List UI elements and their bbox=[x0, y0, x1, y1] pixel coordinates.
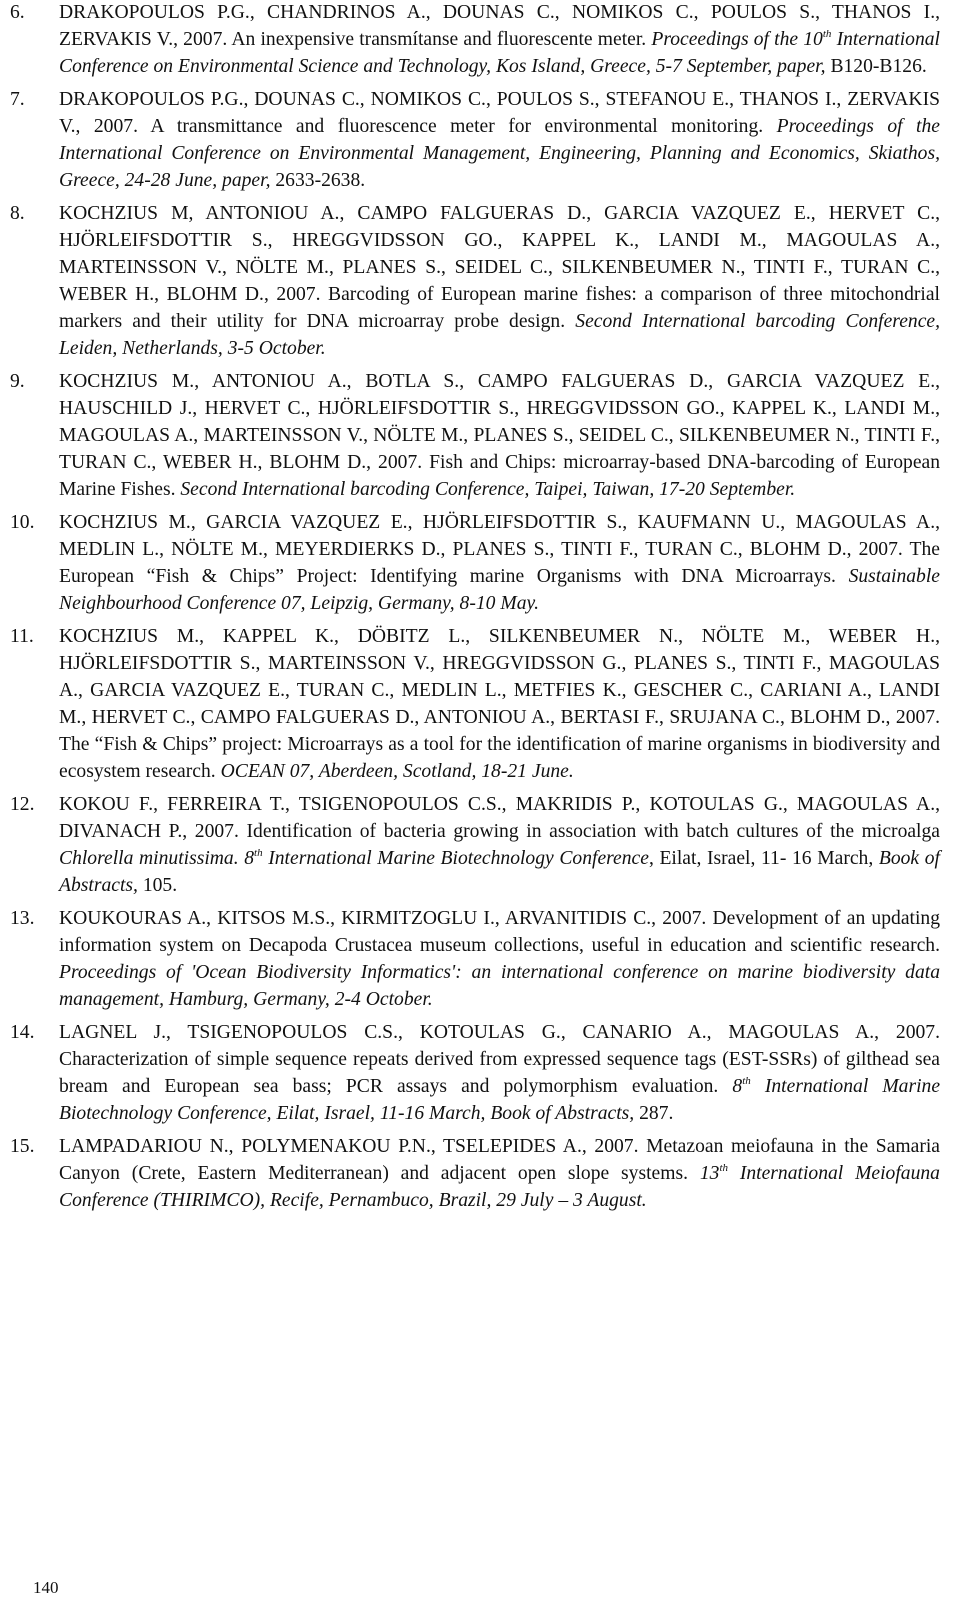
reference-authors: LAMPADARIOU N., POLYMENAKOU P.N., TSELEPIDES A., 2007. bbox=[59, 1136, 639, 1157]
reference-pages: 2633-2638. bbox=[275, 170, 366, 191]
reference-list bbox=[10, 0, 940, 1214]
reference-source: Sustainable Neighbourhood Conference 07, Leipzig, Germany, 8-10 May. bbox=[59, 566, 940, 614]
reference-title: Fish and Chips: microarray-based DNA-barcoding of European Marine Fishes. bbox=[59, 452, 941, 500]
reference-item-6 bbox=[10, 0, 940, 80]
reference-number: 6. bbox=[10, 2, 25, 23]
reference-title: Characterization of simple sequence repeats derived from expressed sequence tags (EST-SSRs) of gilthead sea bream and European sea bass; PCR assays and polymorphism evaluation. bbox=[59, 1049, 940, 1097]
reference-number: 10. bbox=[10, 512, 35, 533]
reference-item-14 bbox=[10, 1019, 940, 1127]
reference-species: Chlorella minutissima. bbox=[59, 848, 239, 869]
reference-number: 7. bbox=[10, 89, 25, 110]
reference-source: Proceedings of 'Ocean Biodiversity Informatics': an international conference on marine biodiversity data management, Hamburg, Germany, 2-4 October. bbox=[59, 962, 940, 1010]
reference-number: 12. bbox=[10, 794, 35, 815]
reference-title: Barcoding of European marine fishes: a comparison of three mitochondrial markers and their utility for DNA microarray probe design. bbox=[59, 284, 940, 332]
page-number: 140 bbox=[33, 1578, 59, 1597]
reference-pages: 287. bbox=[639, 1103, 674, 1124]
reference-source: 8th International Marine Biotechnology Conference, Eilat, Israel, 11-16 March, Book of Abstracts, bbox=[59, 1075, 941, 1124]
reference-pages: B120-B126. bbox=[830, 56, 927, 77]
reference-source: 13th International Meiofauna Conference (THIRIMCO), Recife, Pernambuco, Brazil, 29 July – 3 August. bbox=[59, 1162, 940, 1211]
reference-item-11 bbox=[10, 623, 940, 785]
reference-source: Second International barcoding Conference, Taipei, Taiwan, 17-20 September. bbox=[180, 479, 796, 500]
reference-number: 9. bbox=[10, 371, 25, 392]
reference-item-7 bbox=[10, 86, 940, 194]
reference-source: Second International barcoding Conference, Leiden, Netherlands, 3-5 October. bbox=[59, 311, 940, 359]
reference-item-15 bbox=[10, 1133, 940, 1214]
reference-source: OCEAN 07, Aberdeen, Scotland, 18-21 June. bbox=[220, 761, 574, 782]
reference-authors: DRAKOPOULOS P.G., CHANDRINOS A., DOUNAS C., NOMIKOS C., POULOS S., THANOS I., ZERVAKIS V., 2007. bbox=[59, 2, 940, 50]
reference-number: 13. bbox=[10, 908, 35, 929]
reference-authors: KOCHZIUS M, ANTONIOU A., CAMPO FALGUERAS D., GARCIA VAZQUEZ E., HERVET C., HJÖRLEIFSDOTTIR S., HREGGVIDSSON GO., KAPPEL K., LANDI M., MAGOULAS A., MARTEINSSON V., NÖLTE M., PLANES S., SEIDEL C., SILKENBEUMER N., TINTI F., TURAN C., WEBER H., BLOHM D., 2007. bbox=[59, 203, 940, 305]
reference-source: Proceedings of the 10th International Conference on Environmental Science and Technology, Kos Island, Greece, 5-7 September, paper, bbox=[59, 28, 940, 77]
reference-title: An inexpensive transmítanse and fluorescente meter. bbox=[231, 29, 647, 50]
reference-authors: KOCHZIUS M., ANTONIOU A., BOTLA S., CAMPO FALGUERAS D., GARCIA VAZQUEZ E., HAUSCHILD J., HERVET C., HJÖRLEIFSDOTTIR S., HREGGVIDSSON GO., KAPPEL K., LANDI M., MAGOULAS A., MARTEINSSON V., NÖLTE M., PLANES S., SEIDEL C., SILKENBEUMER N., TINTI F., TURAN C., WEBER H., BLOHM D., 2007. bbox=[59, 371, 940, 473]
reference-number: 8. bbox=[10, 203, 25, 224]
reference-authors: KOCHZIUS M., KAPPEL K., DÖBITZ L., SILKENBEUMER N., NÖLTE M., WEBER H., HJÖRLEIFSDOTTIR S., MARTEINSSON V., HREGGVIDSSON G., PLANES S., TINTI F., MAGOULAS A., GARCIA VAZQUEZ E., TURAN C., MEDLIN L., METFIES K., GESCHER C., CARIANI A., LANDI M., HERVET C., CAMPO FALGUERAS D., ANTONIOU A., BERTASI F., SRUJANA C., BLOHM D., 2007. bbox=[59, 626, 940, 728]
reference-source: Proceedings of the International Conference on Environmental Management, Engineering, Planning and Economics, Skiathos, Greece, 24-28 June, paper, bbox=[59, 116, 940, 191]
reference-source: 8th International Marine Biotechnology Conference bbox=[244, 847, 649, 869]
reference-title: The “Fish & Chips” project: Microarrays as a tool for the identification of marine organisms in biodiversity and ecosystem research. bbox=[59, 734, 940, 782]
reference-title: A transmittance and fluorescence meter for environmental monitoring. bbox=[150, 116, 764, 137]
reference-authors: LAGNEL J., TSIGENOPOULOS C.S., KOTOULAS G., CANARIO A., MAGOULAS A., 2007. bbox=[59, 1022, 940, 1043]
reference-book: Book of Abstracts, bbox=[59, 848, 940, 896]
reference-pages: 105. bbox=[142, 875, 178, 896]
reference-number: 11. bbox=[10, 626, 34, 647]
reference-authors: DRAKOPOULOS P.G., DOUNAS C., NOMIKOS C., POULOS S., STEFANOU E., THANOS I., ZERVAKIS V., 2007. bbox=[59, 89, 940, 137]
reference-title: The European “Fish & Chips” Project: Identifying marine Organisms with DNA Microarrays. bbox=[59, 539, 940, 587]
reference-item-13 bbox=[10, 905, 940, 1013]
reference-item-12 bbox=[10, 791, 940, 899]
reference-title: Metazoan meiofauna in the Samaria Canyon (Crete, Eastern Mediterranean) and adjacent open slope systems. bbox=[59, 1136, 940, 1184]
reference-authors: KOCHZIUS M., GARCIA VAZQUEZ E., HJÖRLEIFSDOTTIR S., KAUFMANN U., MAGOULAS A., MEDLIN L., NÖLTE M., MEYERDIERKS D., PLANES S., TINTI F., TURAN C., BLOHM D., 2007. bbox=[59, 512, 940, 560]
reference-item-9 bbox=[10, 368, 940, 503]
reference-title: Identification of bacteria growing in association with batch cultures of the microalga bbox=[246, 821, 940, 842]
reference-location: , Eilat, Israel, 11- 16 March, bbox=[648, 848, 874, 869]
reference-authors: KOKOU F., FERREIRA T., TSIGENOPOULOS C.S., MAKRIDIS P., KOTOULAS G., MAGOULAS A., DIVANACH P., 2007. bbox=[59, 794, 940, 842]
reference-authors: KOUKOURAS A., KITSOS M.S., KIRMITZOGLU I., ARVANITIDIS C., 2007. bbox=[59, 908, 707, 929]
reference-number: 15. bbox=[10, 1136, 35, 1157]
reference-title: Development of an updating information system on Decapoda Crustacea museum collections, useful in education and scientific research. bbox=[59, 908, 940, 956]
reference-number: 14. bbox=[10, 1022, 35, 1043]
reference-item-10 bbox=[10, 509, 940, 617]
reference-item-8 bbox=[10, 200, 940, 362]
